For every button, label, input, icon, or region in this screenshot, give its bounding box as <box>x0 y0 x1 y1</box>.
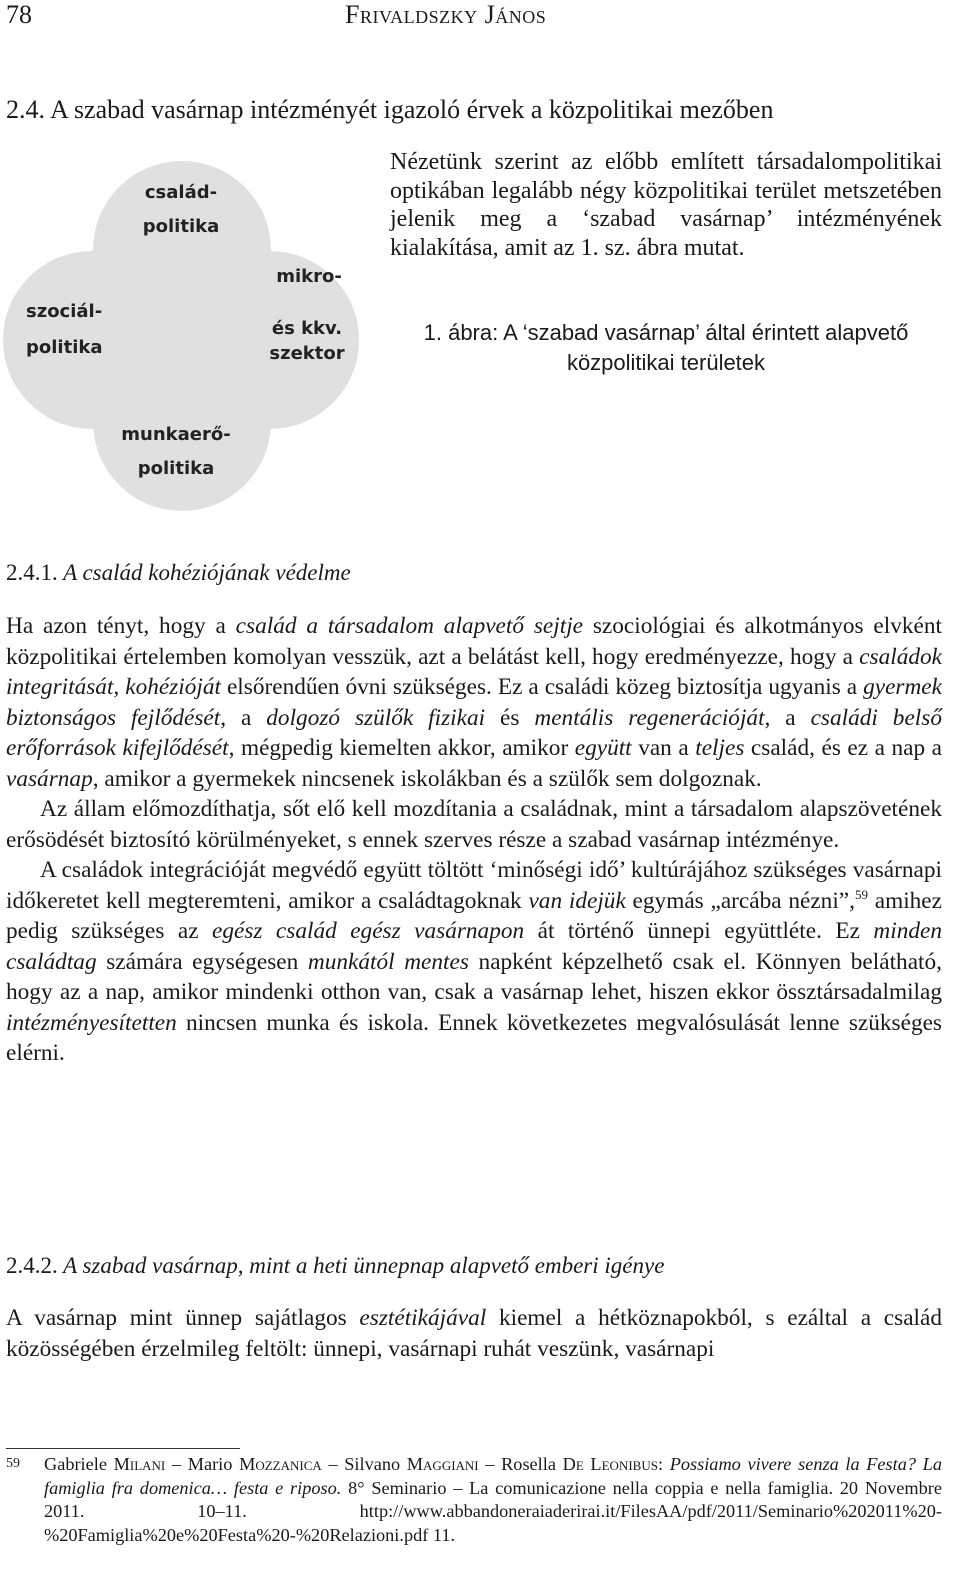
subsection-number-2: 2.4.2. <box>6 1253 58 1278</box>
text-run: amihez pedig szükséges az <box>6 887 942 944</box>
subsection-heading-2 <box>6 1253 664 1279</box>
text-run: Mozzanica <box>239 1454 322 1474</box>
text-run: 8° Seminario – La comunicazione nella coppia e nella famiglia. 20 Novembre 2011. 10–11. http://www.abbandoneraiaderirai.it/FilesAA/pdf/2011/Seminario%202011%20-%20Famiglia%20e%20Festa%20-%20Relazioni.pdf 11. <box>44 1477 942 1545</box>
label-right-line3: szektor <box>269 343 345 364</box>
paragraph-state-role: Az állam előmozdíthatja, sőt elő kell mozdítania a családnak, mint a társadalom alapszövetének erősödését biztosító körülményeket, s ennek szerves része a szabad vasárnap intézménye. <box>6 796 942 853</box>
label-bottom-line1: munkaerő- <box>121 424 231 445</box>
text-run: minden családtag <box>6 918 942 975</box>
text-run: szociológiai és alkotmányos elvként közpolitikai értelemben komolyan vesszük, azt a belátást kell, hogy eredményezze, hogy a <box>6 613 942 670</box>
running-header-author: Frivaldszky János <box>345 0 547 29</box>
text-run: munkától mentes <box>307 948 469 975</box>
text-run: dolgozó szülők fizikai <box>266 704 486 731</box>
text-run: – Silvano <box>321 1454 407 1474</box>
text-run: : <box>657 1454 670 1474</box>
text-run: család, és ez a nap a <box>744 735 942 761</box>
footnote-separator <box>6 1448 240 1449</box>
footnote-ref: 59 <box>854 886 868 902</box>
label-right-line1: mikro- <box>276 266 342 287</box>
text-run: , a <box>220 704 267 731</box>
text-run: , a <box>764 704 811 731</box>
text-run: A vasárnap mint ünnep sajátlagos <box>6 1305 360 1331</box>
text-run: , amikor a gyermekek nincsenek iskolákban és a szülők sem dolgoznak. <box>92 765 762 792</box>
text-run: A családok integrációját megvédő együtt töltött ‘minőségi idő’ kultúrájához szükséges vasárnapi időkeretet kell megteremteni, amikor a családtagoknak <box>6 857 942 914</box>
text-run: és <box>485 704 535 731</box>
label-left-line2: politika <box>26 337 103 358</box>
label-right-line2: és kkv. <box>271 318 343 339</box>
subsection-title-2: A szabad vasárnap, mint a heti ünnepnap alapvető emberi igénye <box>63 1253 665 1278</box>
text-run: együtt <box>574 735 632 761</box>
text-run: Ha azon tényt, hogy a <box>6 613 236 639</box>
circle-labour-policy <box>93 333 271 511</box>
text-run: elsőrendűen óvni szükséges. Ez a családi közeg biztosítja ugyanis a <box>220 674 864 700</box>
text-run: egész család egész vasárnapon <box>212 918 525 944</box>
subsection-2-body <box>6 1303 942 1364</box>
label-top-line2: politika <box>142 216 220 237</box>
text-run: számára egységesen <box>96 948 308 975</box>
text-run: vasárnap <box>6 765 93 792</box>
text-run: van idejük <box>528 887 626 914</box>
text-run: – Rosella <box>478 1454 563 1474</box>
text-run: egymás „arcába nézni”, <box>625 887 855 914</box>
text-run: napként képzelhető csak el. Könnyen belátható, hogy az a nap, amikor mindenki otthon van, csak a vasárnap lehet, hiszen ekkor össztársadalmilag <box>6 948 942 1005</box>
label-bottom-line2: politika <box>137 458 215 479</box>
text-run: kiemel a hétköznapokból, s ezáltal a család közösségében érzelmileg feltölt: ünnepi, vasárnapi ruhát veszünk, vasárnapi <box>6 1305 942 1362</box>
figure-caption-line1: 1. ábra: A ‘szabad vasárnap’ által érintett alapvető <box>423 320 909 345</box>
section-title: 2.4. A szabad vasárnap intézményét igazoló érvek a közpolitikai mezőben <box>6 95 774 124</box>
text-run: át történő ünnepi együttléte. Ez <box>524 918 874 944</box>
text-run: családok integritását, kohézióját <box>6 643 942 700</box>
text-run: Milani <box>113 1454 166 1474</box>
intro-paragraph: Nézetünk szerint az előbb említett társadalompolitikai optikában legalább négy közpolitikai terület metszetében jelenik meg a ‘szabad vasárnap’ intézményének kialakítása, amit az 1. sz. ábra mutat. <box>390 149 942 261</box>
text-run: nincsen munka és iskola. Ennek következetes megvalósulását lenne szükséges elérni. <box>6 1009 942 1066</box>
page-number: 78 <box>6 0 32 29</box>
footnote-text <box>44 1453 942 1547</box>
text-run: családi belső erőforrások kifejlődését <box>6 704 942 761</box>
text-run: család a társadalom alapvető sejtje <box>235 613 584 639</box>
footnote-number: 59 <box>6 1456 20 1471</box>
subsection-title-1: A család kohéziójának védelme <box>63 560 351 585</box>
text-run: De Leonibus <box>562 1454 658 1474</box>
subsection-heading-1 <box>6 560 351 586</box>
text-run: Possiamo vivere senza la Festa? La famiglia fra domenica… festa e riposo. <box>44 1454 942 1498</box>
text-run: Maggiani <box>406 1454 479 1474</box>
label-left-line1: szociál- <box>26 301 103 322</box>
text-run: intézményesítetten <box>6 1009 177 1036</box>
subsection-1-body <box>6 611 942 1069</box>
text-run: gyermek biztonságos fejlődését <box>6 674 942 731</box>
label-top-line1: család- <box>144 182 218 203</box>
text-run: van a <box>631 735 696 761</box>
text-run: Gabriele <box>44 1454 114 1474</box>
paragraph-sunday-aesthetics <box>6 1303 942 1364</box>
venn-diagram <box>0 150 380 520</box>
figure-caption-line2: közpolitikai területek <box>566 350 766 375</box>
text-run: , mégpedig kiemelten akkor, amikor <box>228 735 575 761</box>
figure-caption <box>390 318 942 378</box>
paragraph-quality-time <box>6 855 942 1069</box>
text-run: – Mario <box>165 1454 240 1474</box>
subsection-number-1: 2.4.1. <box>6 560 58 585</box>
text-run: esztétikájával <box>359 1305 487 1331</box>
paragraph-family-cohesion <box>6 611 942 794</box>
text-run: mentális regenerációját <box>534 704 765 731</box>
text-run: teljes <box>695 735 745 761</box>
